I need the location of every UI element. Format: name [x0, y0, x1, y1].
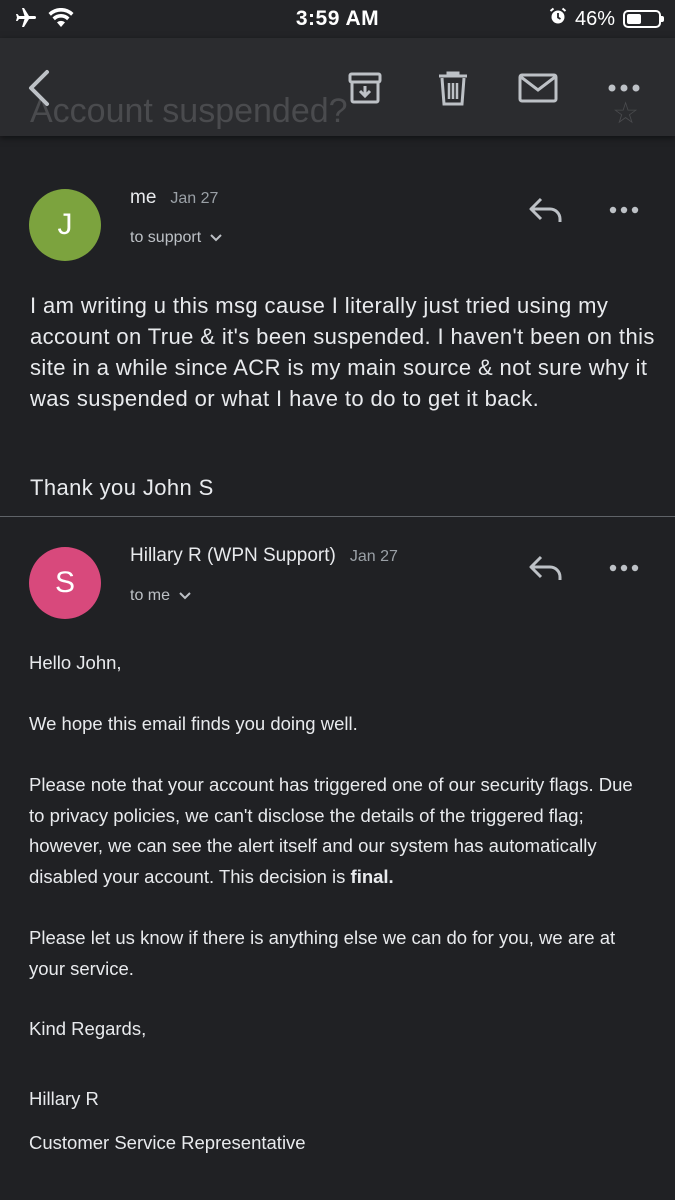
avatar[interactable]: [29, 547, 101, 619]
message-paragraph: [29, 770, 649, 892]
message-date: Jan 27: [349, 548, 398, 565]
more-options-button[interactable]: [602, 66, 646, 110]
chevron-down-icon: [178, 591, 192, 601]
battery-percent: 46%: [574, 7, 615, 30]
message-closing: Kind Regards,: [29, 1018, 147, 1039]
sender-name: Hillary R (WPN Support): [130, 545, 336, 566]
mail-icon: [518, 73, 558, 103]
delete-button[interactable]: [431, 66, 475, 110]
recipient-toggle[interactable]: [130, 587, 192, 605]
bold-text: final.: [350, 865, 394, 887]
sender-name: me: [130, 187, 157, 208]
reply-button[interactable]: [522, 548, 570, 588]
recipient-label: to support: [130, 229, 202, 246]
recipient-label: to me: [130, 587, 171, 604]
avatar-letter: S: [54, 566, 75, 599]
sender-line: [130, 545, 398, 567]
reply-icon: [527, 195, 565, 225]
email-toolbar: [0, 38, 675, 136]
battery-icon: [623, 10, 661, 28]
avatar-letter: J: [57, 208, 73, 241]
more-horizontal-icon: [608, 205, 640, 215]
mark-unread-button[interactable]: [516, 66, 560, 110]
archive-button[interactable]: [343, 66, 387, 110]
signature-name: Hillary R: [29, 1088, 99, 1109]
more-horizontal-icon: [607, 83, 641, 93]
message-divider: [0, 516, 675, 517]
avatar[interactable]: [29, 189, 101, 261]
star-icon[interactable]: ☆: [612, 97, 639, 130]
archive-icon: [347, 70, 383, 106]
message-paragraph: Please let us know if there is anything else we can do for you, we are at your service.: [29, 927, 616, 979]
trash-icon: [436, 70, 470, 106]
reply-icon: [527, 553, 565, 583]
message-more-button[interactable]: [600, 548, 648, 588]
reply-button[interactable]: [522, 190, 570, 230]
message-body: I am writing u this msg cause I literally just tried using my account on True & it's been suspended. I haven't been on this site in a while since ACR is my main source & not sure why it was suspended or what I have to do to get it back.: [30, 293, 655, 411]
message-greeting: Hello John,: [29, 652, 122, 673]
chevron-left-icon: [25, 68, 55, 108]
paragraph-text: Please note that your account has triggered one of our security flags. Due to privacy policies, we can't disclose the details of the triggered flag; however, we can see the alert itself and our system has automatically disabled your account. This decision is: [29, 774, 633, 887]
more-horizontal-icon: [608, 563, 640, 573]
back-button[interactable]: [18, 66, 62, 110]
message-paragraph: We hope this email finds you doing well.: [29, 713, 358, 734]
email-subject: Account suspended?: [30, 92, 348, 130]
message-signoff: Thank you John S: [30, 475, 214, 500]
message-date: Jan 27: [170, 190, 219, 207]
sender-line: [130, 187, 218, 209]
signature-title: Customer Service Representative: [29, 1132, 306, 1153]
alarm-icon: [549, 7, 567, 31]
chevron-down-icon: [209, 233, 223, 243]
status-time: 3:59 AM: [295, 7, 380, 30]
status-bar: [0, 0, 675, 38]
message-more-button[interactable]: [600, 190, 648, 230]
recipient-toggle[interactable]: [130, 229, 223, 247]
